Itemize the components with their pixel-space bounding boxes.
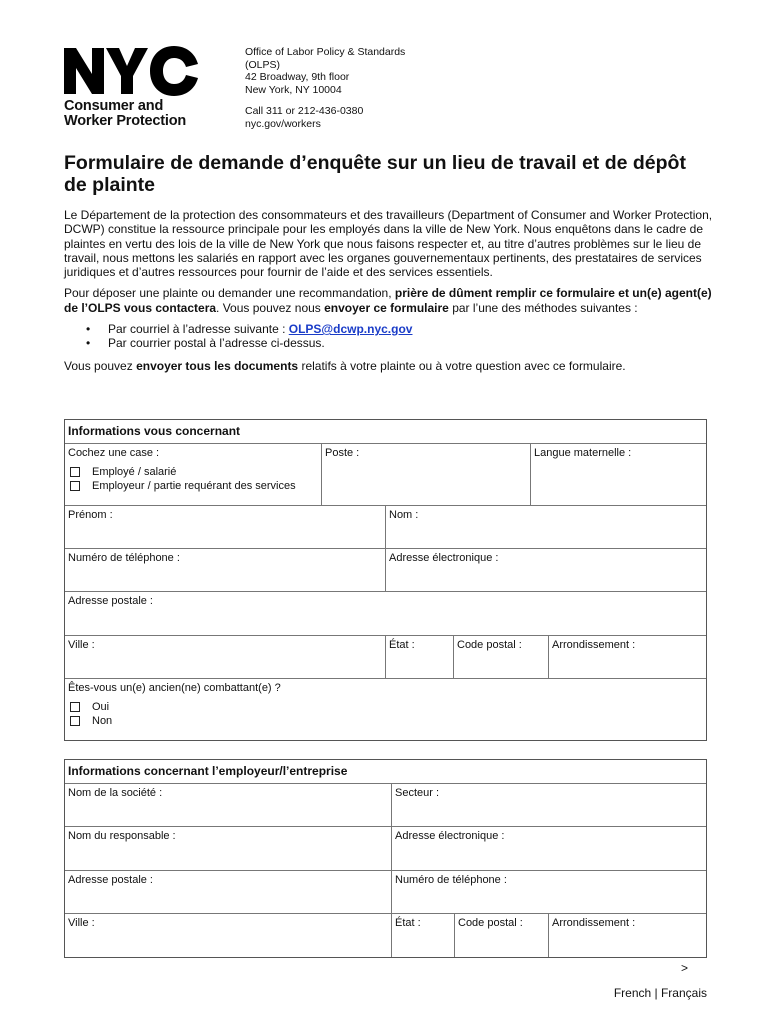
- company-name-field[interactable]: Nom de la société :: [68, 787, 163, 799]
- submission-methods: [64, 322, 714, 351]
- employer-checkbox[interactable]: [70, 481, 80, 491]
- website-link[interactable]: nyc.gov/workers: [245, 117, 321, 130]
- role-checkbox-group: Cochez une case : Employé / salarié Employeur / partie requérant des services: [68, 447, 296, 492]
- state-field[interactable]: État :: [385, 636, 453, 678]
- manager-name-field[interactable]: Nom du responsable :: [68, 830, 176, 842]
- employer-state-field[interactable]: État :: [391, 914, 454, 957]
- logo-agency-name: Consumer and Worker Protection: [64, 98, 187, 129]
- language-label: French | Français: [613, 986, 707, 1000]
- zip-field[interactable]: Code postal :: [453, 636, 548, 678]
- page-title: Formulaire de demande d’enquête sur un lieu de travail et de dépôt de plainte: [64, 152, 686, 196]
- next-page-link[interactable]: >: [680, 961, 688, 975]
- list-item: • Par courrier postal à l’adresse ci-dessus.: [108, 336, 714, 350]
- personal-info-table: [64, 419, 707, 741]
- employer-info-table: [64, 759, 707, 958]
- employer-zip-field[interactable]: Code postal :: [454, 914, 548, 957]
- industry-field[interactable]: Secteur :: [391, 784, 706, 826]
- veteran-question: Êtes-vous un(e) ancien(ne) combattant(e) ? Oui Non: [68, 682, 281, 727]
- email-link[interactable]: OLPS@dcwp.nyc.gov: [288, 322, 413, 337]
- veteran-no-checkbox[interactable]: [70, 716, 80, 726]
- employer-postal-field[interactable]: Adresse postale :: [68, 874, 153, 886]
- employer-phone-field[interactable]: Numéro de téléphone :: [391, 871, 706, 913]
- last-name-field[interactable]: Nom :: [385, 506, 706, 548]
- first-name-field[interactable]: Prénom :: [68, 509, 113, 521]
- position-field[interactable]: Poste :: [321, 444, 530, 505]
- employer-city-field[interactable]: Ville :: [68, 917, 95, 929]
- employer-email-field[interactable]: Adresse électronique :: [391, 827, 706, 870]
- intro-text: Le Département de la protection des consommateurs et des travailleurs (Department of Consumer and Worker Protection, DCWP) constitue la ressource principale pour les employés dans la ville de New York. Nous enquêtons dans le cadre de plaintes en vertu des lois de la ville de New York que nous faisons respecter et, au titre d’autres problèmes sur le lieu de travail, nous mettons les salariés en rapport avec les organes gouvernementaux pertinents, des prestataires de services juridiques et d’autres ressources pour fournir de l’aide et des services essentiels. Pour déposer une plainte ou demander une recommandation, prière de dûment remplir ce formulaire et un(e) agent(e) de l’OLPS vous contactera. Vous pouvez nous envoyer ce formulaire par l’une des méthodes suivantes : • Par courriel à l’adresse suivante : OLPS@dcwp.nyc.gov • Par courrier postal à l’adresse ci-dessus. Vous pouvez envoyer tous les documents relatifs à votre plainte ou à votre question avec ce formulaire.: [64, 208, 714, 380]
- section-header: Informations vous concernant: [68, 424, 241, 438]
- list-item: • Par courriel à l’adresse suivante : OLPS@dcwp.nyc.gov: [108, 322, 714, 336]
- native-language-field[interactable]: Langue maternelle :: [530, 444, 706, 505]
- email-field[interactable]: Adresse électronique :: [385, 549, 706, 591]
- phone-field[interactable]: Numéro de téléphone :: [68, 552, 180, 564]
- section-header: Informations concernant l’employeur/l’entreprise: [68, 764, 348, 778]
- borough-field[interactable]: Arrondissement :: [548, 636, 706, 678]
- veteran-yes-checkbox[interactable]: [70, 702, 80, 712]
- nyc-logo-icon: [64, 46, 200, 96]
- employer-borough-field[interactable]: Arrondissement :: [548, 914, 706, 957]
- employee-checkbox[interactable]: [70, 467, 80, 477]
- office-address: Office of Labor Policy & Standards (OLPS) 42 Broadway, 9th floor New York, NY 10004 Call 311 or 212-436-0380 nyc.gov/workers: [245, 46, 406, 130]
- city-field[interactable]: Ville :: [68, 639, 95, 651]
- postal-address-field[interactable]: Adresse postale :: [68, 595, 153, 607]
- nyc-dcwp-logo: [64, 46, 214, 129]
